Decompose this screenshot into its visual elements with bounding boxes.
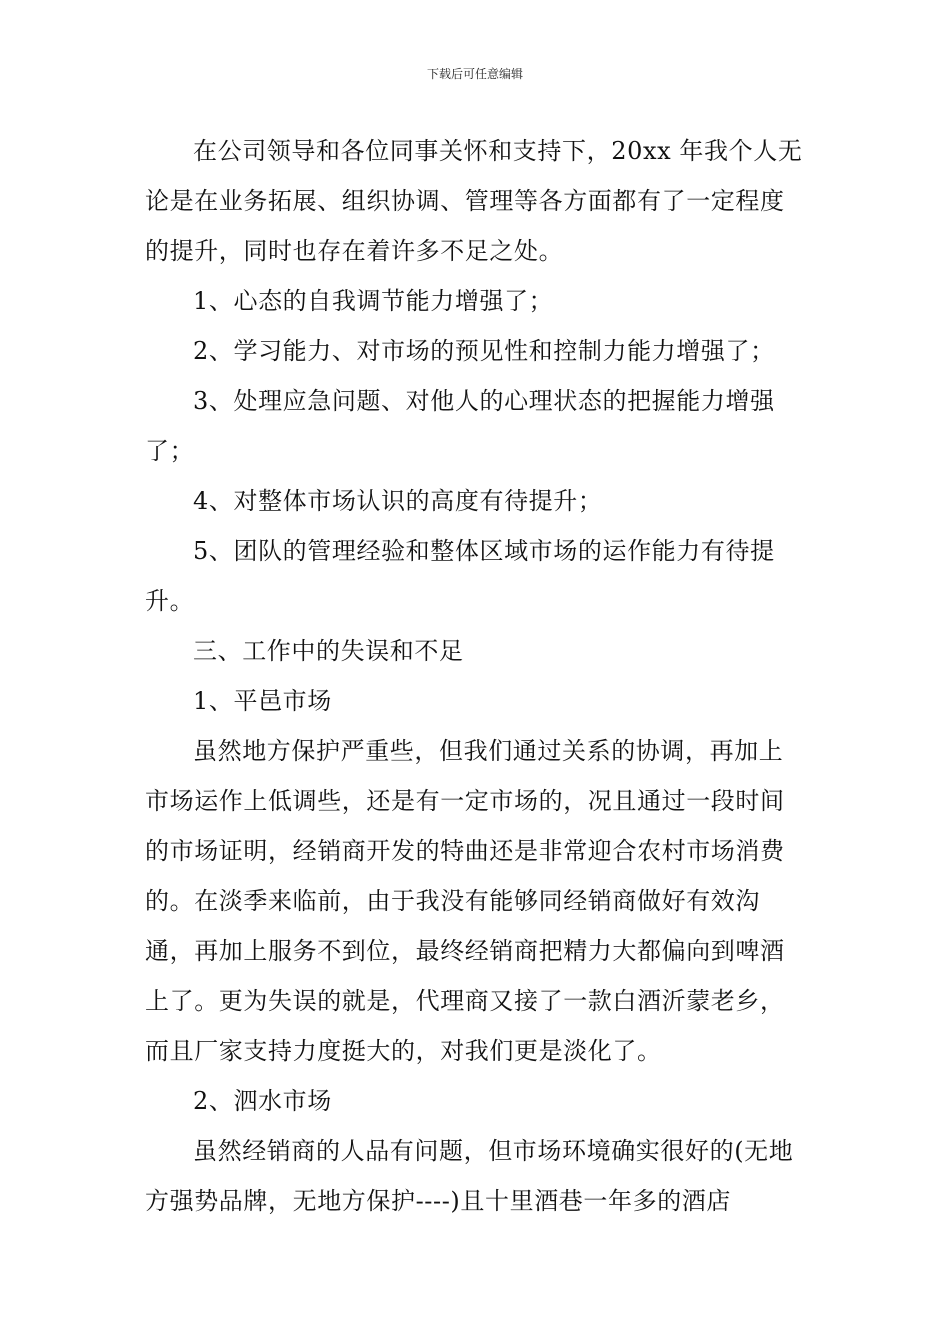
page-header-note: 下载后可任意编辑: [426, 67, 523, 81]
section-heading-mistakes: 三、工作中的失误和不足: [193, 637, 464, 665]
paragraph-sishui: 虽然经销商的人品有问题，但市场环境确实很好的(无地方强势品牌，无地方保护----)且十里酒巷一年多的酒店: [145, 1137, 794, 1215]
list-item-5: 5、团队的管理经验和整体区域市场的运作能力有待提升。: [145, 537, 775, 615]
list-item-1: 1、心态的自我调节能力增强了；: [193, 287, 554, 315]
subheading-pingyi-market: 1、平邑市场: [193, 687, 332, 715]
paragraph-intro: 在公司领导和各位同事关怀和支持下，20xx 年我个人无论是在业务拓展、组织协调、管理等各方面都有了一定程度的提升，同时也存在着许多不足之处。: [145, 137, 803, 265]
paragraph-pingyi: 虽然地方保护严重些，但我们通过关系的协调，再加上市场运作上低调些，还是有一定市场的，况且通过一段时间的市场证明，经销商开发的特曲还是非常迎合农村市场消费的。在淡季来临前，由于我没有能够同经销商做好有效沟通，再加上服务不到位，最终经销商把精力大都偏向到啤酒上了。更为失误的就是，代理商又接了一款白酒沂蒙老乡，而且厂家支持力度挺大的，对我们更是淡化了。: [145, 737, 785, 1065]
list-item-4: 4、对整体市场认识的高度有待提升；: [193, 487, 603, 515]
list-item-3: 3、处理应急问题、对他人的心理状态的把握能力增强了；: [145, 387, 775, 465]
subheading-sishui-market: 2、泗水市场: [193, 1087, 332, 1115]
list-item-2: 2、学习能力、对市场的预见性和控制力能力增强了；: [193, 337, 775, 365]
document-body: [145, 126, 807, 1226]
